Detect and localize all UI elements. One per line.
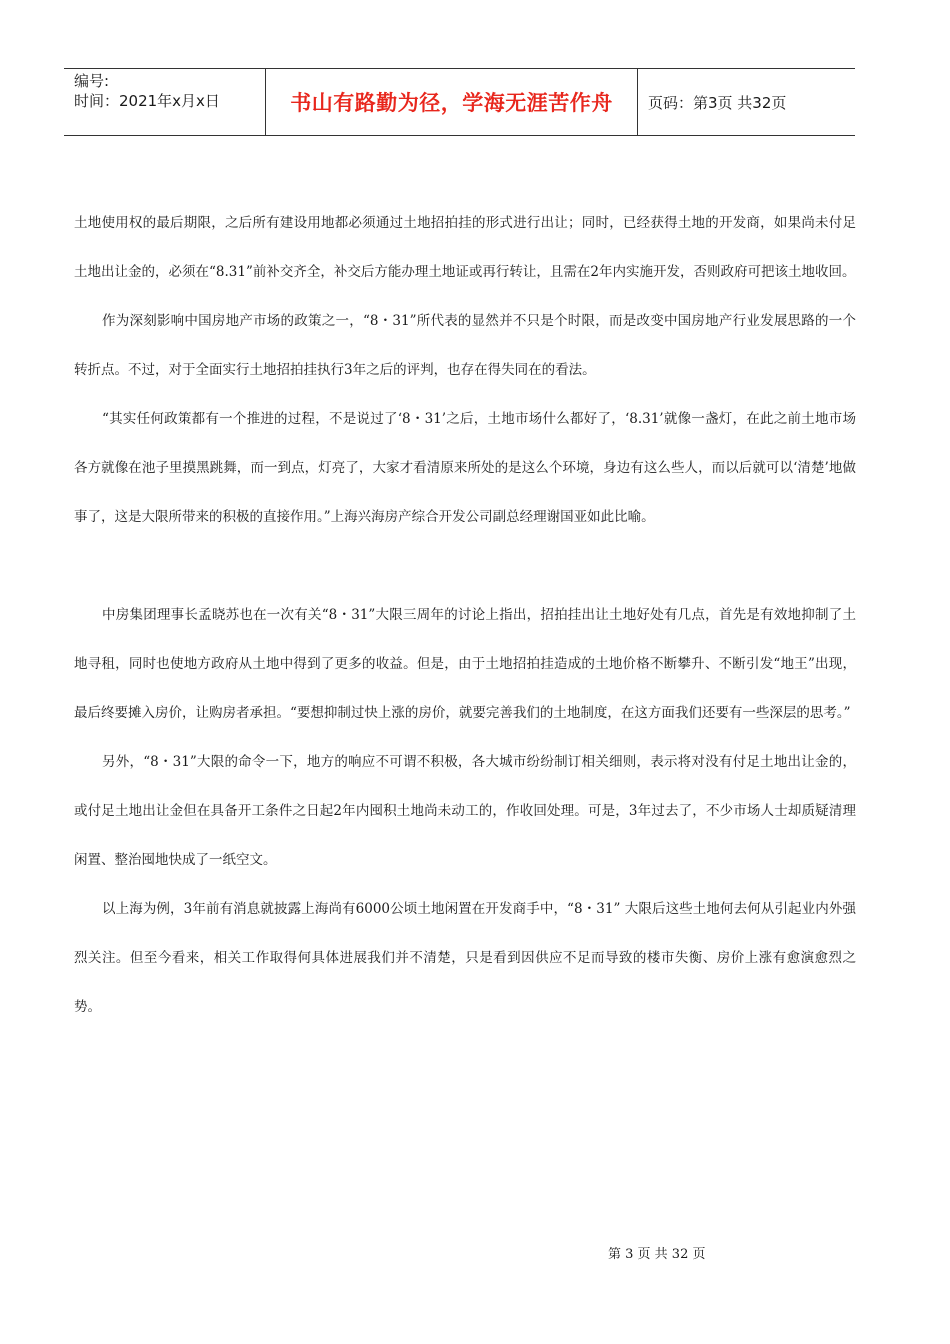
paragraph: 以上海为例，3年前有消息就披露上海尚有6000公顷土地闲置在开发商手中，“8・31” 大限后这些土地何去何从引起业内外强烈关注。但至今看来，相关工作取得何具体进展我们并不清楚，只是看到因供应不足而导致的楼市失衡、房价上涨有愈演愈烈之势。 [74, 901, 856, 1015]
body-text [74, 199, 856, 1032]
document-number-label: 编号: [74, 72, 110, 90]
paragraph: 土地使用权的最后期限，之后所有建设用地都必须通过土地招拍挂的形式进行出让；同时，已经获得土地的开发商，如果尚未付足土地出让金的，必须在“8.31”前补交齐全，补交后方能办理土地证或再行转让，且需在2年内实施开发，否则政府可把该土地收回。 [74, 215, 856, 280]
page-footer: 第 3 页 共 32 页 [608, 1247, 706, 1262]
paragraph-spacer [74, 542, 856, 591]
paragraph: 中房集团理事长孟晓苏也在一次有关“8・31”大限三周年的讨论上指出，招拍挂出让土地好处有几点，首先是有效地抑制了土地寻租，同时也使地方政府从土地中得到了更多的收益。但是，由于土地招拍挂造成的土地价格不断攀升、不断引发“地王”出现，最后终要摊入房价，让购房者承担。“要想抑制过快上涨的房价，就要完善我们的土地制度，在这方面我们还要有一些深层的思考。” [74, 607, 856, 721]
header-page-number: 页码：第3页 共32页 [648, 93, 787, 112]
document-header [64, 68, 855, 136]
document-date-label: 时间：2021年x月x日 [74, 92, 220, 110]
header-info [64, 69, 266, 135]
paragraph: 另外，“8・31”大限的命令一下，地方的响应不可谓不积极，各大城市纷纷制订相关细则，表示将对没有付足土地出让金的，或付足土地出让金但在具备开工条件之日起2年内囤积土地尚未动工的，作收回处理。可是，3年过去了，不少市场人士却质疑清理闲置、整治囤地快成了一纸空文。 [74, 754, 856, 868]
header-motto: 书山有路勤为径，学海无涯苦作舟 [266, 69, 638, 135]
paragraph: 作为深刻影响中国房地产市场的政策之一，“8・31”所代表的显然并不只是个时限，而是改变中国房地产行业发展思路的一个转折点。不过，对于全面实行土地招拍挂执行3年之后的评判，也存在得失同在的看法。 [74, 313, 856, 378]
paragraph: “其实任何政策都有一个推进的过程，不是说过了‘8・31’之后，土地市场什么都好了，‘8.31’就像一盏灯，在此之前土地市场各方就像在池子里摸黑跳舞，而一到点，灯亮了，大家才看清原来所处的是这么个环境，身边有这么些人，而以后就可以‘清楚’地做事了，这是大限所带来的积极的直接作用。”上海兴海房产综合开发公司副总经理谢国亚如此比喻。 [74, 411, 856, 525]
